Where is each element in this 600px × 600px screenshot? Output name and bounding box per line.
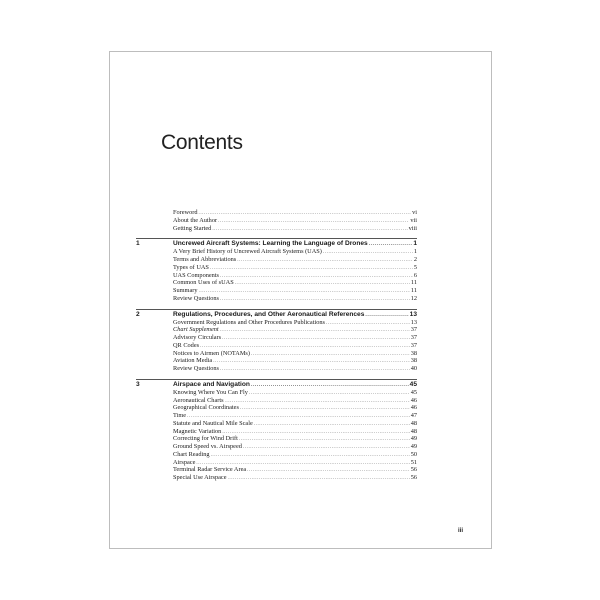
entry-title: Getting Started (173, 224, 212, 232)
entry-title: UAS Components (173, 271, 220, 279)
page-ref: 48 (410, 427, 417, 435)
page-ref: 6 (413, 271, 417, 279)
toc-entry[interactable] (136, 428, 417, 436)
dot-leader (369, 240, 413, 249)
chapter-title: Airspace and Navigation (173, 380, 250, 388)
chapter-heading[interactable] (136, 380, 417, 389)
page-ref: 51 (410, 458, 417, 466)
toc-entry[interactable] (136, 357, 417, 365)
table-of-contents (136, 209, 417, 482)
toc-entry[interactable] (136, 397, 417, 405)
entry-title: Review Questions (173, 365, 219, 372)
chapter-number: 3 (136, 380, 140, 388)
dot-leader (243, 444, 410, 452)
page-ref: 56 (410, 466, 417, 474)
dot-leader (249, 390, 410, 398)
front-matter-item[interactable] (136, 209, 417, 217)
entry-title: Terminal Radar Service Area (173, 466, 247, 474)
page-ref: 45 (410, 388, 417, 396)
entry-title: QR Codes (173, 341, 200, 349)
page-ref: 37 (410, 341, 417, 349)
page-ref: 46 (410, 396, 417, 404)
entry-title: A Very Brief History of Uncrewed Aircraft Systems (UAS) (173, 248, 322, 256)
chapter-title: Uncrewed Aircraft Systems: Learning the Language of Drones (173, 240, 368, 248)
toc-entry[interactable] (136, 412, 417, 420)
dot-leader (237, 257, 413, 265)
toc-entry[interactable] (136, 420, 417, 428)
dot-leader (211, 452, 410, 460)
chapter-list (136, 232, 417, 482)
toc-entry[interactable] (136, 264, 417, 272)
dot-leader (326, 320, 410, 328)
chapter-number: 1 (136, 240, 140, 248)
dot-leader (218, 218, 409, 226)
page-ref: 37 (410, 334, 417, 341)
toc-entry[interactable] (136, 279, 417, 287)
page-ref: 40 (410, 365, 417, 372)
page-ref: 48 (410, 419, 417, 427)
entry-title: Correcting for Wind Drift (173, 435, 238, 443)
page-ref: viii (408, 224, 417, 232)
page-ref: 38 (410, 357, 417, 365)
chapter-title: Regulations, Procedures, and Other Aeronautical References (173, 310, 365, 318)
entry-title: Terms and Abbreviations (173, 256, 237, 263)
entry-title: Ground Speed vs. Airspeed (173, 443, 242, 450)
dot-leader (220, 273, 413, 281)
page-title: Contents (161, 131, 243, 154)
page-ref: 12 (410, 294, 417, 302)
dot-leader (213, 358, 409, 366)
entry-title: Foreword (173, 209, 198, 216)
toc-entry[interactable] (136, 256, 417, 264)
entry-title: Aviation Media (173, 357, 213, 365)
dot-leader (254, 421, 410, 429)
chapter-block (136, 379, 417, 482)
page-ref: 1 (413, 240, 417, 248)
dot-leader (199, 288, 410, 296)
toc-entry[interactable] (136, 451, 417, 459)
entry-title: Summary (173, 287, 198, 294)
page-number: iii (458, 528, 464, 534)
entry-title: Special Use Airspace (173, 474, 227, 481)
entry-title: Government Regulations and Other Procedures Publications (173, 318, 325, 326)
toc-entry[interactable] (136, 459, 417, 467)
page-ref: 1 (413, 248, 417, 256)
page-ref: 56 (410, 474, 417, 481)
dot-leader (365, 311, 408, 320)
toc-entry[interactable] (136, 365, 417, 373)
dot-leader (222, 335, 410, 343)
toc-entry[interactable] (136, 326, 417, 334)
toc-entry[interactable] (136, 435, 417, 443)
entry-title: Magnetic Variation (173, 427, 222, 435)
page-ref: vii (410, 216, 417, 224)
toc-entry[interactable] (136, 404, 417, 412)
entry-title: Knowing Where You Can Fly (173, 388, 248, 396)
entry-title: Notices to Airmen (NOTAMs) (173, 349, 250, 357)
toc-entry[interactable] (136, 287, 417, 295)
entry-title: Airspace (173, 458, 196, 466)
chapter-block (136, 238, 417, 302)
entry-title: About the Author (173, 216, 218, 224)
toc-entry[interactable] (136, 248, 417, 256)
front-matter-list (136, 209, 417, 232)
entry-title: Types of UAS (173, 263, 209, 271)
dot-leader (251, 381, 409, 390)
page-ref: 11 (410, 279, 417, 287)
page-ref: 13 (410, 318, 417, 326)
page-ref: 5 (413, 263, 417, 271)
chapter-block (136, 309, 417, 373)
page-ref: 37 (410, 326, 417, 334)
toc-entry[interactable] (136, 342, 417, 350)
dot-leader (225, 398, 410, 406)
front-matter-item[interactable] (136, 217, 417, 225)
entry-title: Chart Supplement (173, 326, 219, 334)
entry-title: Aeronautical Charts (173, 396, 224, 404)
entry-title: Advisory Circulars (173, 334, 222, 341)
page-ref: 2 (413, 256, 417, 263)
entry-title: Review Questions (173, 294, 219, 302)
toc-entry[interactable] (136, 474, 417, 482)
page-ref: 46 (410, 404, 417, 412)
dot-leader (210, 265, 413, 273)
dot-leader (198, 210, 411, 218)
chapter-heading[interactable] (136, 239, 417, 248)
dot-leader (240, 405, 410, 413)
entry-title: Geographical Coordinates (173, 404, 239, 412)
dot-leader (251, 351, 410, 359)
dot-leader (220, 296, 410, 304)
chapter-heading[interactable] (136, 310, 417, 319)
dot-leader (239, 436, 410, 444)
entry-title: Common Uses of sUAS (173, 279, 234, 287)
page-ref: 11 (410, 287, 417, 294)
chapter-number: 2 (136, 310, 140, 318)
dot-leader (235, 280, 410, 288)
dot-leader (220, 366, 410, 374)
entry-title: Time (173, 412, 187, 419)
page-ref: 49 (410, 443, 417, 450)
page-ref: 13 (409, 310, 417, 318)
toc-entry[interactable] (136, 319, 417, 327)
page-ref: 49 (410, 435, 417, 443)
dot-leader (220, 327, 410, 335)
front-matter-item[interactable] (136, 225, 417, 233)
page-ref: 38 (410, 349, 417, 357)
dot-leader (247, 467, 410, 475)
entry-title: Chart Reading (173, 450, 210, 458)
entry-title: Statute and Nautical Mile Scale (173, 419, 253, 427)
document-page (109, 51, 492, 549)
page-ref: 45 (409, 380, 417, 388)
dot-leader (212, 226, 407, 234)
dot-leader (222, 429, 409, 437)
toc-entry[interactable] (136, 272, 417, 280)
page-ref: vi (412, 209, 417, 216)
toc-entry[interactable] (136, 350, 417, 358)
dot-leader (228, 475, 410, 483)
toc-entry[interactable] (136, 466, 417, 474)
toc-entry[interactable] (136, 334, 417, 342)
toc-entry[interactable] (136, 443, 417, 451)
toc-entry[interactable] (136, 389, 417, 397)
dot-leader (323, 249, 413, 257)
page-ref: 50 (410, 450, 417, 458)
toc-entry[interactable] (136, 295, 417, 303)
page-ref: 47 (410, 412, 417, 419)
